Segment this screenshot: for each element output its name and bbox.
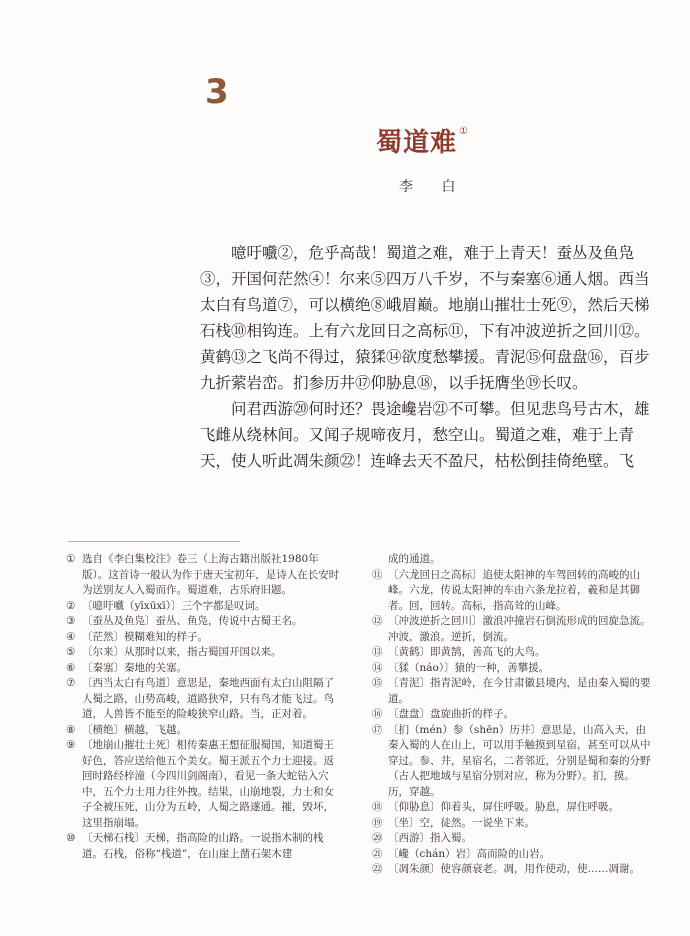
footnote-number: ⑭	[372, 661, 383, 674]
footnote-text: 〔天梯石栈〕天梯，指高险的山路。一说指木制的栈道。石栈，俗称“栈道”，在山崖上凿石架木建	[82, 832, 324, 860]
footnote-number: ⑬	[372, 646, 383, 658]
footnote-text: 〔冲波逆折之回川〕激浪冲撞岩石倒流形成的回旋急流。冲波，激浪。逆折，倒流。	[388, 615, 651, 643]
footnote-number: ⑤	[66, 646, 76, 658]
footnote-text: 〔蚕丛及鱼凫〕蚕丛、鱼凫，传说中古蜀王名。	[82, 615, 303, 627]
footnote-text: 〔巉（chán）岩〕高而险的山岩。	[388, 847, 551, 860]
footnote-text: 〔扪（mén）参（shēn）历井〕意思是，山高入天，由秦入蜀的人在山上，可以用手触摸到星宿，甚至可以从中穿过。参、井，星宿名，二者邻近，分别是蜀和秦的分野（古人把地域与星宿分别对应，称为分野）。扪，摸。历，穿越。	[388, 723, 651, 798]
footnote	[66, 599, 341, 615]
footnote-divider	[68, 541, 240, 542]
footnote-text: 〔仰胁息〕仰着头，屏住呼吸。胁息，屏住呼吸。	[388, 801, 619, 813]
poem-title-text: 蜀道难	[376, 128, 458, 158]
footnote	[372, 676, 654, 707]
footnote	[66, 630, 341, 646]
title-note-mark: ①	[459, 126, 469, 137]
footnote-text: 〔西游〕指入蜀。	[388, 832, 472, 844]
lesson-number: 3	[205, 72, 229, 112]
footnote-number: ㉑	[372, 847, 383, 860]
footnote-number: ⑩	[66, 832, 76, 844]
footnote	[372, 862, 654, 878]
footnote	[372, 661, 654, 677]
footnote-text: 〔秦塞〕秦地的关塞。	[82, 661, 187, 674]
footnote-text: 〔坐〕空，徒然。一说坐下来。	[388, 816, 535, 829]
footnote	[372, 614, 654, 645]
footnotes-right-column	[372, 552, 654, 878]
footnote-number: ⑰	[372, 723, 383, 736]
poem-paragraph: 噫吁嚱②，危乎高哉！蜀道之难，难于上青天！蚕丛及鱼凫③，开国何茫然④！尔来⑤四万八千岁，不与秦塞⑥通人烟。西当太白有鸟道⑦，可以横绝⑧峨眉巅。地崩山摧壮士死⑨，然后天梯石栈⑩相钩连。上有六龙回日之高标⑪，下有冲波逆折之回川⑫。黄鹤⑬之飞尚不得过，猿猱⑭欲度愁攀援。青泥⑮何盘盘⑯，百步九折萦岩峦。扪参历井⑰仰胁息⑱，以手抚膺坐⑲长叹。	[200, 244, 650, 392]
footnote	[372, 645, 654, 661]
footnote-text: 〔六龙回日之高标〕追使太阳神的车驾回转的高峻的山峰。六龙，传说太阳神的车由六条龙拉着，羲和是其御者。回，回转。高标，指高耸的山峰。	[388, 568, 640, 612]
poem-paragraph: 问君西游⑳何时还？畏途巉岩㉑不可攀。但见悲鸟号古木，雄飞雌从绕林间。又闻子规啼夜月，愁空山。蜀道之难，难于上青天，使人听此凋朱颜㉒！连峰去天不盈尺，枯松倒挂倚绝壁。飞	[200, 400, 650, 470]
footnote	[66, 831, 341, 862]
footnote	[372, 568, 654, 615]
footnote-text: 〔黄鹤〕即黄鹄，善高飞的大鸟。	[388, 646, 546, 658]
footnote-text: 〔凋朱颜〕使容颜衰老。凋，用作使动，使……凋谢。	[388, 863, 640, 875]
footnote-number: ⑫	[372, 615, 383, 627]
footnote	[372, 707, 654, 723]
footnote	[66, 645, 341, 661]
footnote-text: 〔西当太白有鸟道〕意思是，秦地西面有太白山阻隔了人蜀之路，山势高峻，道路狭窄，只有鸟才能飞过。鸟道，人兽皆不能至的险峻狭窄山路。当，正对着。	[82, 677, 334, 720]
footnote-number: ⑪	[372, 568, 383, 581]
footnote-text: 〔猱（náo）〕猿的一种，善攀援。	[388, 661, 550, 674]
footnote-number: ⑱	[372, 801, 383, 813]
poem-body	[200, 240, 660, 474]
footnote-number: ④	[66, 630, 76, 643]
footnote	[66, 552, 341, 599]
footnotes-left-column	[66, 552, 341, 862]
footnote	[372, 800, 654, 816]
footnote-number: ②	[66, 599, 76, 612]
footnote-number: ①	[66, 553, 76, 565]
poem-author: 李 白	[399, 179, 468, 195]
footnote-number: ⑮	[372, 677, 383, 689]
footnote-number: ③	[66, 615, 76, 627]
footnote-number: ⑲	[372, 816, 383, 829]
footnote-number: ⑥	[66, 661, 76, 674]
footnote-number: ⑦	[66, 677, 76, 689]
footnote-text: 选自《李白集校注》卷三（上海古籍出版社1980年版）。这首诗一般认为作于唐天宝初年，是诗人在长安时为送别友人入蜀而作。蜀道难，古乐府旧题。	[82, 553, 340, 596]
footnote	[66, 614, 341, 630]
footnote-text: 〔地崩山摧壮士死〕相传秦惠王想征服蜀国，知道蜀王好色，答应送给他五个美女。蜀王派五个力士迎接。返回时路经梓潼（今四川剑阁南），看见一条大蛇钻入穴中，五个力士用力往外拽。结果，山崩地裂，力士和女子全被压死，山分为五岭，人蜀之路遂通。摧，毁坏，这里指崩塌。	[82, 739, 334, 829]
footnote	[372, 816, 654, 832]
footnote-text: 〔茫然〕模糊难知的样子。	[82, 630, 208, 643]
footnote-text: 〔噫吁嚱（yīxūxī）〕三个字都是叹词。	[82, 599, 266, 612]
footnote-number: ⑯	[372, 708, 383, 720]
footnote	[66, 738, 341, 831]
footnote	[372, 723, 654, 801]
footnote-number: ⑳	[372, 832, 383, 844]
footnote-number: ⑨	[66, 739, 76, 751]
poem-title	[376, 122, 469, 159]
footnote-continuation: 成的通道。	[388, 553, 441, 565]
footnote-number: ⑧	[66, 723, 76, 736]
footnote-text: 〔青泥〕指青泥岭，在今甘肃徽县境内，是由秦入蜀的要道。	[388, 677, 651, 705]
footnote-text: 〔横绝〕横越，飞越。	[82, 723, 187, 736]
footnote	[66, 723, 341, 739]
footnote-text: 〔盘盘〕盘旋曲折的样子。	[388, 708, 514, 720]
footnote	[372, 831, 654, 847]
footnote	[66, 661, 341, 677]
footnote-text: 〔尔来〕从那时以来，指古蜀国开国以来。	[82, 646, 282, 658]
footnote-number: ㉒	[372, 863, 383, 875]
footnote	[66, 676, 341, 723]
footnote	[372, 847, 654, 863]
